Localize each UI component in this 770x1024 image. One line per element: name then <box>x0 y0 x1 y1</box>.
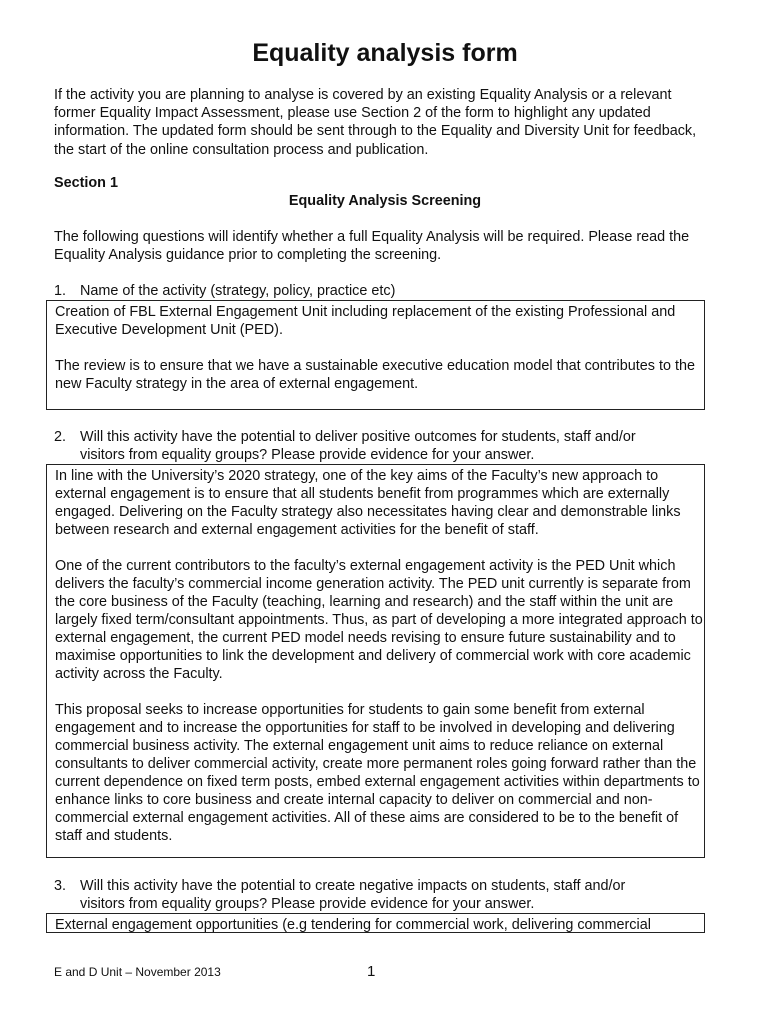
question-number: 2. <box>54 429 67 445</box>
footer-unit-date: E and D Unit – November 2013 <box>54 965 221 979</box>
question-number: 3. <box>54 878 67 894</box>
page-number: 1 <box>367 963 376 980</box>
question-text: Name of the activity (strategy, policy, practice etc) <box>80 283 396 299</box>
page-title: Equality analysis form <box>252 39 518 67</box>
question-number: 1. <box>54 283 67 299</box>
question-2 <box>54 428 714 464</box>
answer-box-1[interactable] <box>46 300 705 410</box>
answer-box-3[interactable] <box>46 913 705 933</box>
section-label: Section 1 <box>54 175 118 191</box>
question-text: Will this activity have the potential to create negative impacts on students, staff and/or <box>80 878 626 894</box>
question-text-line2: visitors from equality groups? Please provide evidence for your answer. <box>80 447 535 463</box>
question-text: Will this activity have the potential to deliver positive outcomes for students, staff and/or <box>80 429 636 445</box>
answer-paragraph: This proposal seeks to increase opportunities for students to gain some benefit from external engagement and to increase the opportunities for staff to be involved in developing and delivering commercial business activity. The external engagement unit aims to reduce reliance on external consultants to deliver commercial activity, create more permanent roles going forward rather than the current dependence on fixed term posts, embed external engagement activities within departments to enhance links to core business and create internal capacity to deliver on commercial and non-commercial external engagement activities. All of these aims are considered to be to the benefit of staff and students. <box>55 702 700 844</box>
answer-box-2[interactable] <box>46 464 705 858</box>
answer-paragraph: Creation of FBL External Engagement Unit including replacement of the existing Professional and Executive Development Unit (PED). <box>55 304 676 338</box>
answer-paragraph: In line with the University’s 2020 strategy, one of the key aims of the Faculty’s new approach to external engagement is to ensure that all students benefit from programmes which are externally engaged. Delivering on the Faculty strategy also necessitates having clear and demonstrable links between research and external engagement activities for the benefit of staff. <box>55 468 681 538</box>
answer-paragraph: One of the current contributors to the faculty’s external engagement activity is the PED Unit which delivers the faculty’s commercial income generation activity. The PED unit currently is separate from the core business of the Faculty (teaching, learning and research) and the staff within the unit are largely fixed term/consultant appointments. Thus, as part of developing a more integrated approach to external engagement, the current PED model needs revising to ensure future sustainability and to maximise opportunities to link the development and delivery of commercial work with core academic activity across the Faculty. <box>55 558 703 682</box>
answer-paragraph: The review is to ensure that we have a sustainable executive education model that contributes to the new Faculty strategy in the area of external engagement. <box>55 358 695 392</box>
section-subtitle: Equality Analysis Screening <box>288 193 482 209</box>
question-3 <box>54 877 714 913</box>
answer-paragraph: External engagement opportunities (e.g tendering for commercial work, delivering commercial <box>55 917 651 933</box>
question-1 <box>54 282 714 300</box>
screening-lead: The following questions will identify whether a full Equality Analysis will be required. Please read the Equality Analysis guidance prior to completing the screening. <box>54 229 690 264</box>
intro-paragraph: If the activity you are planning to analyse is covered by an existing Equality Analysis or a relevant former Equality Impact Assessment, please use Section 2 of the form to highlight any updated information. The updated form should be sent through to the Equality and Diversity Unit for feedback, the start of the online consultation process and publication. <box>54 87 697 158</box>
question-text-line2: visitors from equality groups? Please provide evidence for your answer. <box>80 896 535 912</box>
